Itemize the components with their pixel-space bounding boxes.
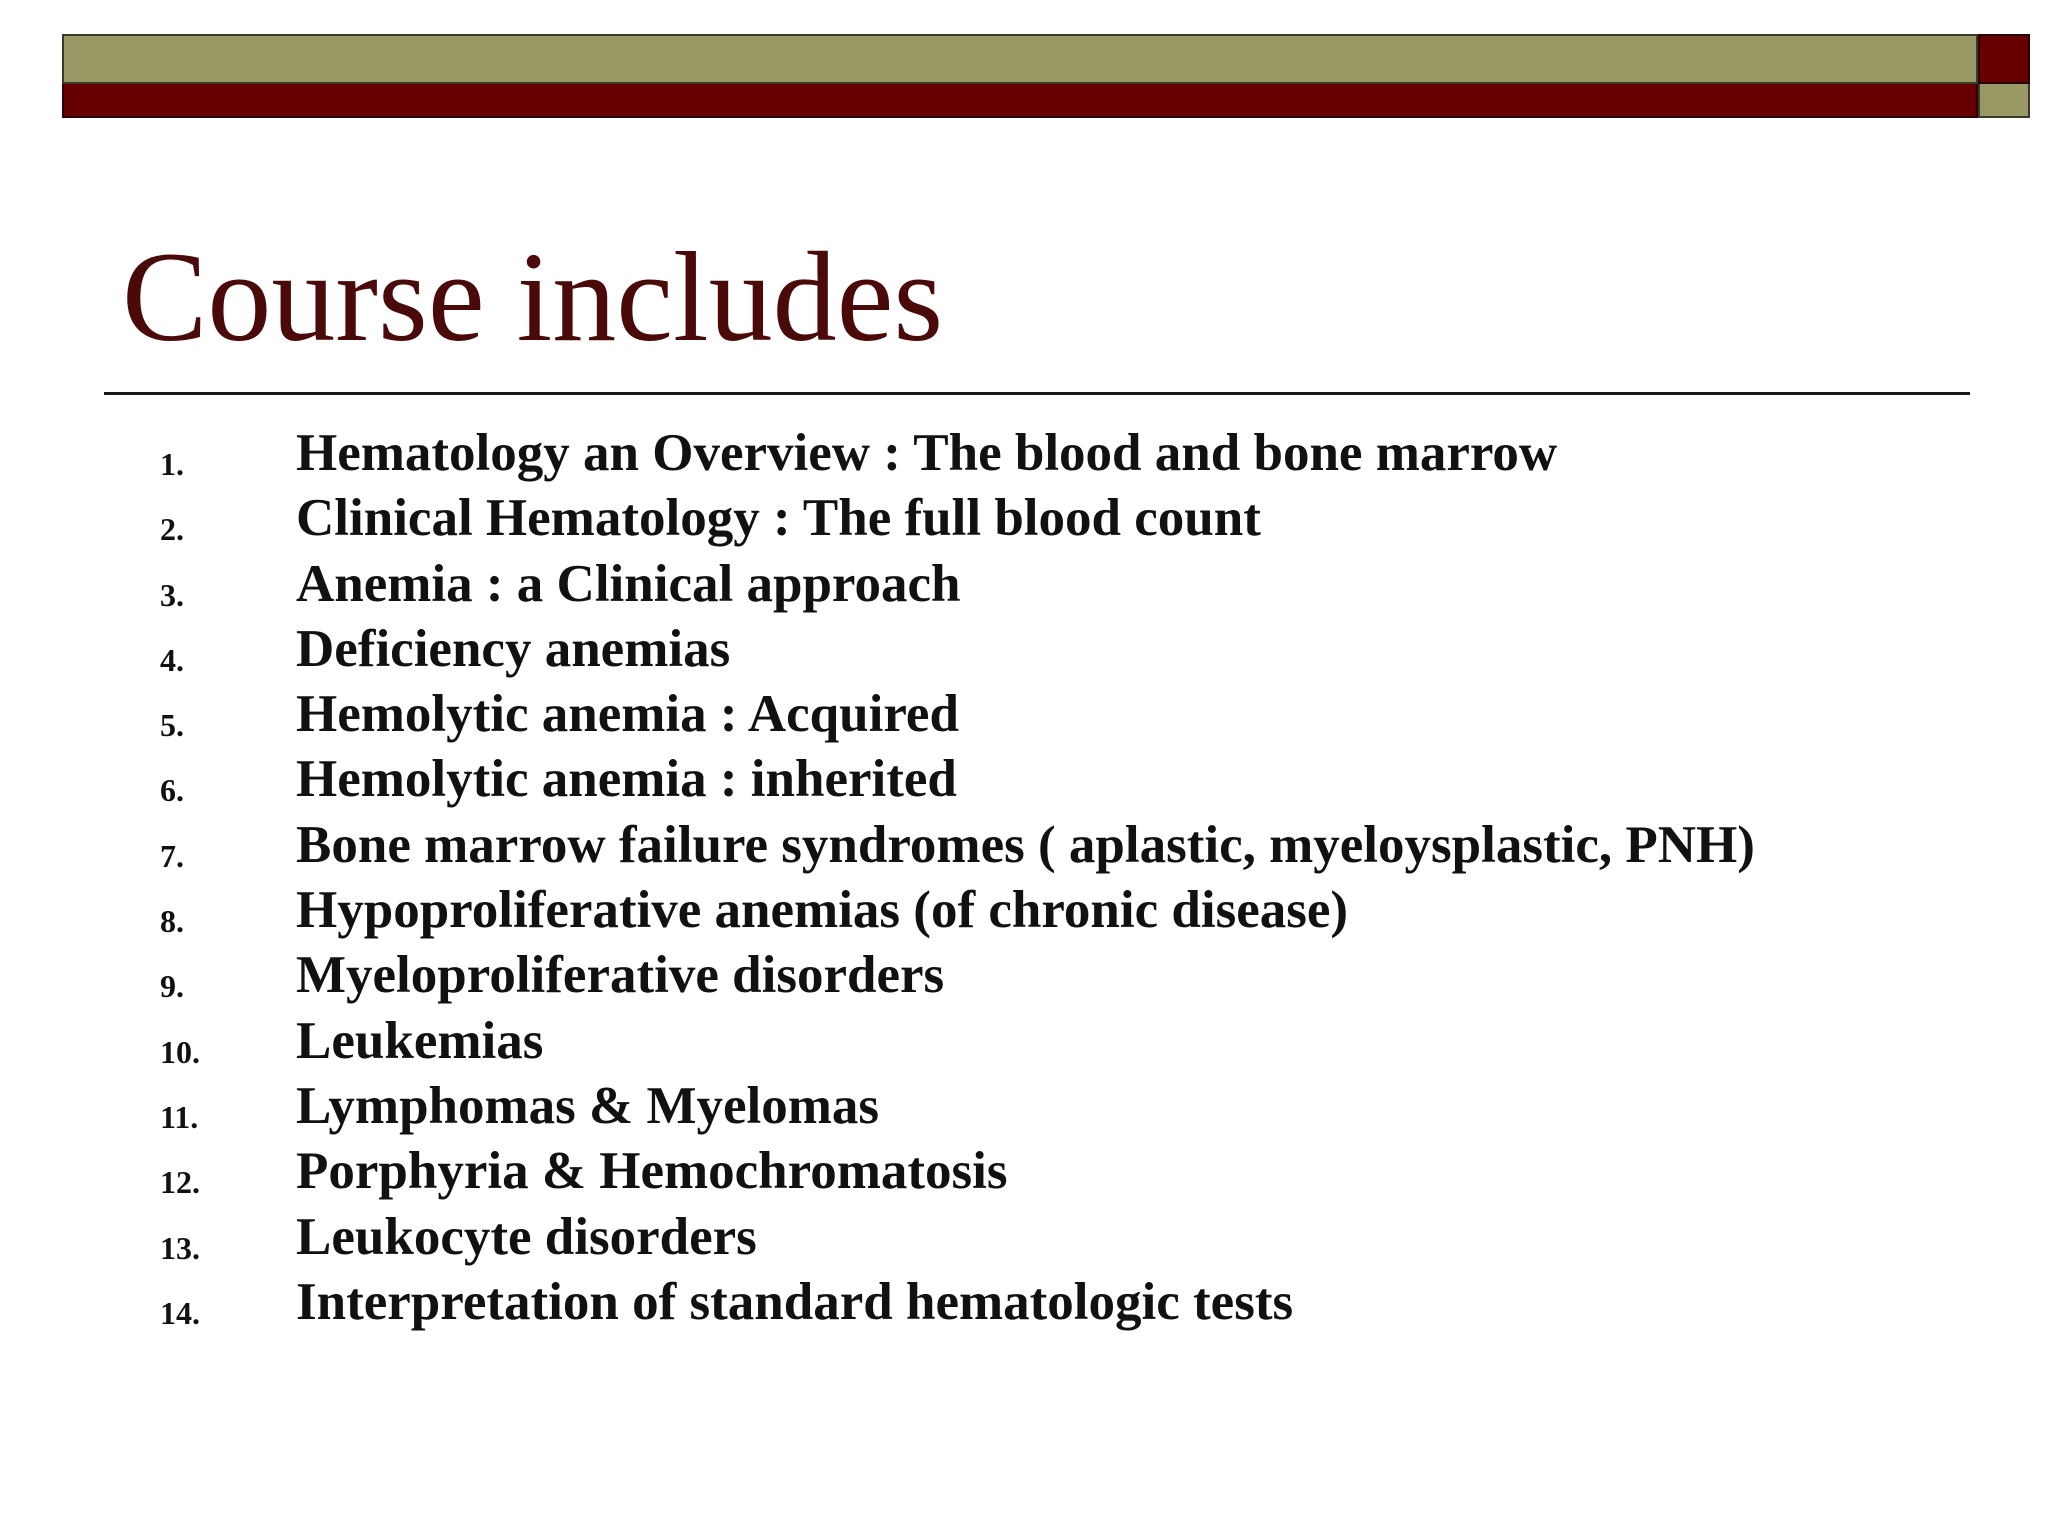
list-item [0,942,2048,1007]
list-item [0,812,2048,877]
header-corner-maroon [1978,34,2030,84]
list-item [0,485,2048,550]
list-item-number: 5. [160,707,184,744]
list-item-number: 3. [160,576,184,613]
list-item-text: Lymphomas & Myelomas [296,1076,879,1135]
list-item-text: Leukemias [296,1011,544,1070]
list-item [0,1073,2048,1138]
list-item-number: 13. [160,1229,200,1266]
list-item-number: 10. [160,1033,200,1070]
list-item [0,551,2048,616]
header-bar-olive [62,34,1978,84]
list-item-text: Interpretation of standard hematologic tests [296,1272,1294,1331]
header-corner-olive [1978,84,2030,118]
list-item [0,877,2048,942]
list-item-number: 1. [160,446,184,482]
list-item-number: 11. [160,1098,199,1135]
list-item-text: Hemolytic anemia : inherited [296,750,957,809]
list-item [0,1269,2048,1334]
course-list [0,420,2048,1334]
list-item-number: 2. [160,511,184,548]
list-item [0,420,2048,485]
list-item-number: 4. [160,641,184,678]
list-item [0,1204,2048,1269]
header-bar-maroon [62,84,1978,118]
list-item-number: 9. [160,968,184,1005]
list-item [0,746,2048,811]
list-item-text: Bone marrow failure syndromes ( aplastic, myeloysplastic, PNH) [296,815,1755,874]
list-item [0,681,2048,746]
list-item-number: 14. [160,1294,200,1331]
list-item-number: 8. [160,903,184,940]
slide-title: Course includes [122,226,944,368]
list-item [0,1008,2048,1073]
list-item-text: Deficiency anemias [296,619,731,678]
list-item-text: Hypoproliferative anemias (of chronic disease) [296,881,1349,940]
list-item-text: Porphyria & Hemochromatosis [296,1142,1008,1201]
list-item-text: Myeloproliferative disorders [296,946,945,1005]
list-item-number: 12. [160,1164,200,1201]
list-item-text: Clinical Hematology : The full blood count [296,489,1261,548]
list-item-text: Hematology an Overview : The blood and bone marrow [296,424,1558,482]
title-divider [104,392,1970,395]
list-item [0,1138,2048,1203]
list-item [0,616,2048,681]
list-item-text: Hemolytic anemia : Acquired [296,685,959,744]
list-item-text: Leukocyte disorders [296,1207,757,1266]
list-item-number: 7. [160,837,184,874]
list-item-text: Anemia : a Clinical approach [296,554,961,613]
list-item-number: 6. [160,772,184,809]
